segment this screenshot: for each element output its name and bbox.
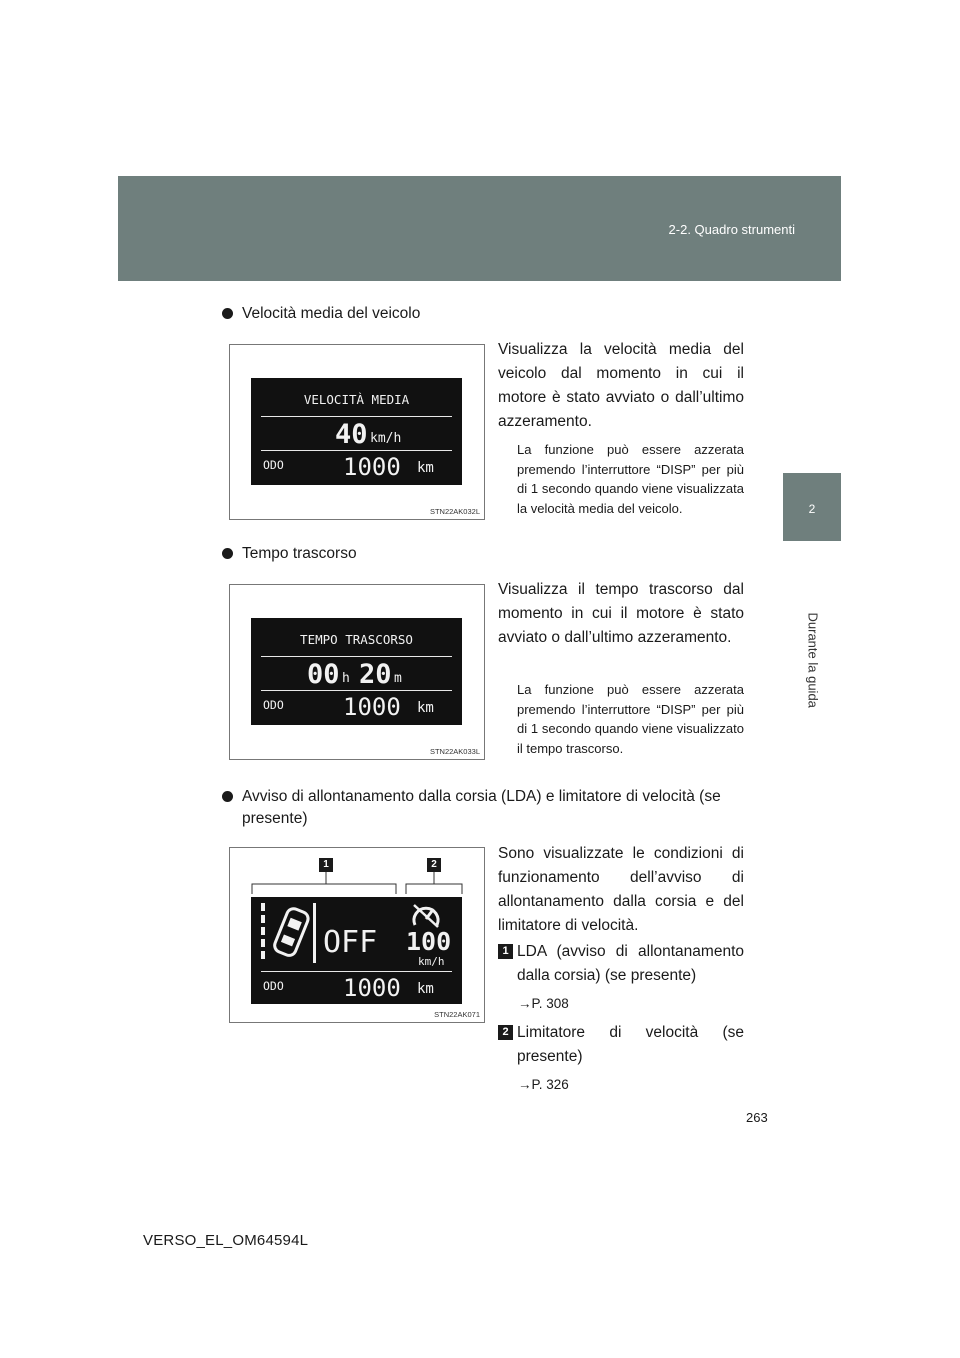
lda-status: OFF [323,925,378,960]
chapter-number: 2 [808,502,816,516]
figure-average-speed [229,344,485,520]
bullet-icon [222,308,233,319]
odo-label: ODO [263,979,284,993]
speed-limiter-icon [410,903,442,929]
odo-value: 1000 [343,693,401,721]
display-hours: 00 [307,659,340,690]
section-body: Visualizza la velocità media del veicolo dal momento in cui il motore è stato avviato o dall’ultimo azzeramento. [498,341,744,430]
bullet-icon [222,548,233,559]
page-reference-link[interactable]: →P. 326 [518,1077,569,1092]
chapter-tab [783,473,841,541]
odo-label: ODO [263,698,284,712]
figure-lda-limiter [229,847,485,1023]
limit-value: 100 [406,927,452,956]
figure-elapsed-time [229,584,485,760]
display-heading: TEMPO TRASCORSO [300,632,413,647]
document-code: VERSO_EL_OM64594L [143,1232,309,1249]
display-hours-unit: h [342,671,350,686]
figure-code: STN22AK032L [429,507,480,516]
callout-1-badge: 1 [319,858,333,872]
display-value: 40 [335,419,368,450]
odo-label: ODO [263,458,284,472]
bullet-icon [222,791,233,802]
chapter-label: Durante la guida [805,612,821,708]
limit-unit: km/h [418,955,445,968]
figure-code: STN22AK071 [434,1010,480,1019]
item-text: LDA (avviso di allontanamento dalla corsia) (se presente) [517,943,744,984]
display-screen [251,618,462,725]
list-item [498,940,744,988]
section-title-average-speed: Velocità media del veicolo [222,305,420,323]
odo-unit: km [417,460,434,476]
display-minutes: 20 [359,659,392,690]
section-title: 2-2. Quadro strumenti [668,222,795,237]
item-badge: 2 [498,1025,513,1040]
list-item [498,1021,744,1069]
display-minutes-unit: m [394,671,402,686]
odo-unit: km [417,700,434,716]
display-screen [251,378,462,485]
lane-departure-icon [251,897,331,967]
section-body: Visualizza il tempo trascorso dal momento in cui il motore è stato avviato o dall’ultimo azzeramento. [498,581,744,646]
callout-brackets [230,848,484,898]
odo-value: 1000 [343,974,401,1002]
section-title-elapsed-time: Tempo trascorso [222,545,357,563]
display-screen [251,897,462,1004]
section-body: Sono visualizzate le condizioni di funzionamento dell’avviso di allontanamento dalla corsia e del limitatore di velocità. [498,845,744,934]
section-note: La funzione può essere azzerata premendo l’interruttore “DISP” per più di 1 secondo quando viene visualizzato il tempo trascorso. [517,682,744,756]
section-title-lda-limiter: Avviso di allontanamento dalla corsia (LDA) e limitatore di velocità (se presente) [222,786,764,830]
callout-2-badge: 2 [427,858,441,872]
item-text: Limitatore di velocità (se presente) [517,1024,744,1065]
display-heading: VELOCITÀ MEDIA [303,392,410,407]
page-number: 263 [746,1110,768,1125]
odo-unit: km [417,981,434,997]
page-reference-link[interactable]: →P. 308 [518,996,569,1011]
header-band [118,176,841,281]
section-note: La funzione può essere azzerata premendo l’interruttore “DISP” per più di 1 secondo quando viene visualizzata la velocità media del veicolo. [517,442,744,516]
figure-code: STN22AK033L [429,747,480,756]
item-badge: 1 [498,944,513,959]
odo-value: 1000 [343,453,401,481]
display-unit: km/h [370,431,402,446]
